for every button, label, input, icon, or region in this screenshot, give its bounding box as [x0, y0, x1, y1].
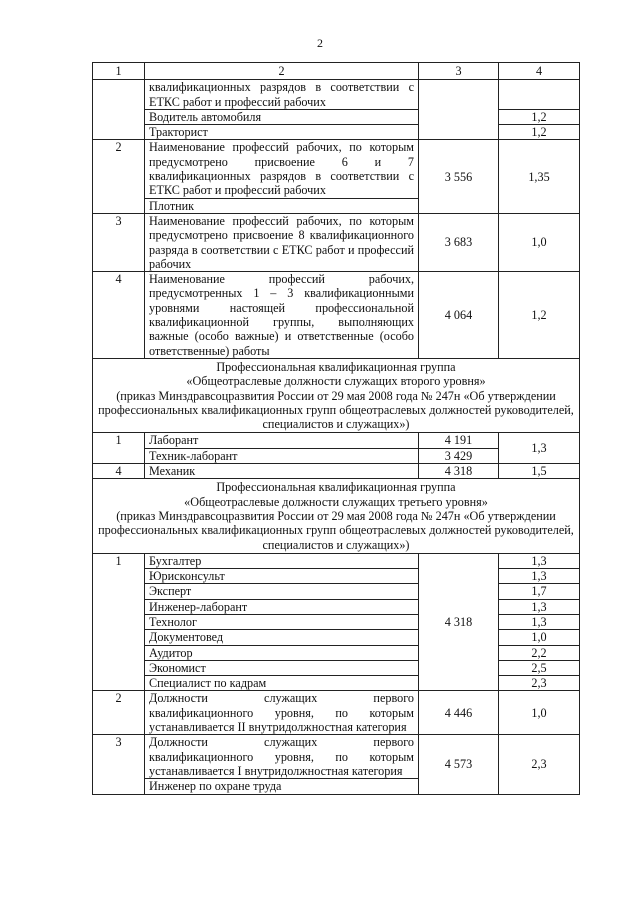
- table-row: [93, 660, 580, 675]
- page-number: 2: [317, 36, 323, 50]
- position-name: Экономист: [145, 660, 419, 675]
- header-cell-2: 2: [145, 63, 419, 80]
- position-name: Тракторист: [145, 125, 419, 140]
- group-heading: [93, 479, 580, 553]
- coef-cell: 1,35: [499, 140, 580, 213]
- salary-cell: 4 318: [419, 553, 499, 691]
- level-description: Должности служащих первого квалификационного уровня, по которым устанавливается II внутридолжностная категория: [145, 691, 419, 735]
- coef-cell: [499, 80, 580, 110]
- table-row: [93, 569, 580, 584]
- coef-cell: 1,0: [499, 630, 580, 645]
- coef-cell: 1,2: [499, 125, 580, 140]
- level-number-cell: 2: [93, 691, 145, 735]
- table-row: [93, 125, 580, 140]
- coef-cell: 1,3: [499, 614, 580, 629]
- table-row: [93, 140, 580, 198]
- position-name: Механик: [145, 464, 419, 479]
- position-name: Бухгалтер: [145, 553, 419, 568]
- position-name: Лаборант: [145, 433, 419, 448]
- position-name: Эксперт: [145, 584, 419, 599]
- table-row: [93, 630, 580, 645]
- coef-cell: 1,3: [499, 569, 580, 584]
- position-name: Водитель автомобиля: [145, 109, 419, 124]
- coef-cell: 1,3: [499, 433, 580, 464]
- salary-cell: 4 573: [419, 735, 499, 794]
- table-row: [93, 614, 580, 629]
- position-name: Юрисконсульт: [145, 569, 419, 584]
- position-name: Инженер-лаборант: [145, 599, 419, 614]
- table-row: [93, 676, 580, 691]
- level-number-cell: 4: [93, 272, 145, 359]
- level-number-cell: 4: [93, 464, 145, 479]
- coef-cell: 1,5: [499, 464, 580, 479]
- coef-cell: 1,3: [499, 553, 580, 568]
- coef-cell: 1,2: [499, 109, 580, 124]
- salary-cell: 4 318: [419, 464, 499, 479]
- coef-cell: 2,2: [499, 645, 580, 660]
- header-cell-3: 3: [419, 63, 499, 80]
- table-row: [93, 272, 580, 359]
- position-name: Техник-лаборант: [145, 448, 419, 463]
- table-row: [93, 691, 580, 735]
- salary-cell: 4 191: [419, 433, 499, 448]
- position-name: Аудитор: [145, 645, 419, 660]
- table-row: [93, 213, 580, 271]
- level-number-cell: 3: [93, 735, 145, 794]
- position-name: Специалист по кадрам: [145, 676, 419, 691]
- coef-cell: 1,0: [499, 213, 580, 271]
- table-row: [93, 584, 580, 599]
- group-subtitle: «Общеотраслевые должности служащих второго уровня»: [186, 374, 486, 389]
- table-row: [93, 735, 580, 779]
- group-title: Профессиональная квалификационная группа: [216, 480, 456, 495]
- table-row: [93, 464, 580, 479]
- salary-table: [92, 62, 580, 795]
- salary-cell: 3 683: [419, 213, 499, 271]
- group-subtitle: «Общеотраслевые должности служащих третьего уровня»: [184, 494, 488, 509]
- group-title: Профессиональная квалификационная группа: [216, 359, 456, 374]
- level-number-cell: [93, 80, 145, 140]
- group-heading: [93, 358, 580, 432]
- table-row: [93, 109, 580, 124]
- salary-cell: 4 064: [419, 272, 499, 359]
- level-description: Наименование профессий рабочих, по которым предусмотрено присвоение 8 квалификационного разряда в соответствии с ЕТКС работ и профессий рабочих: [145, 213, 419, 271]
- coef-cell: 1,7: [499, 584, 580, 599]
- position-name: Технолог: [145, 614, 419, 629]
- coef-cell: 1,3: [499, 599, 580, 614]
- table-row: [93, 645, 580, 660]
- salary-cell: [419, 80, 499, 140]
- header-cell-1: 1: [93, 63, 145, 80]
- header-cell-4: 4: [499, 63, 580, 80]
- coef-cell: 1,0: [499, 691, 580, 735]
- position-name: Документовед: [145, 630, 419, 645]
- position-name: Плотник: [145, 198, 419, 213]
- coef-cell: 2,5: [499, 660, 580, 675]
- group-order: (приказ Минздравсоцразвития России от 29 мая 2008 года № 247н «Об утверждении профессиональных квалификационных групп общеотраслевых должностей руководителей, специалистов и служащих»): [98, 388, 574, 432]
- coef-cell: 1,2: [499, 272, 580, 359]
- coef-cell: 2,3: [499, 676, 580, 691]
- level-number-cell: 2: [93, 140, 145, 213]
- level-number-cell: 1: [93, 553, 145, 691]
- level-number-cell: 3: [93, 213, 145, 271]
- table-row: [93, 553, 580, 568]
- group-heading-row: [93, 479, 580, 553]
- group-heading-row: [93, 358, 580, 432]
- table-row: [93, 599, 580, 614]
- position-name: Инженер по охране труда: [145, 779, 419, 794]
- level-description: Наименование профессий рабочих, предусмотренных 1 – 3 квалификационными уровнями настоящей профессиональной квалификационной группы, выполняющих важные (особо важные) и ответственные (особо ответственные) работы: [145, 272, 419, 359]
- salary-cell: 3 429: [419, 448, 499, 463]
- level-description: Наименование профессий рабочих, по которым предусмотрено присвоение 6 и 7 квалификационных разрядов в соответствии с ЕТКС работ и профессий рабочих: [145, 140, 419, 198]
- salary-cell: 3 556: [419, 140, 499, 213]
- salary-cell: 4 446: [419, 691, 499, 735]
- level-number-cell: 1: [93, 433, 145, 464]
- table-row: [93, 80, 580, 110]
- level-description: Должности служащих первого квалификационного уровня, по которым устанавливается I внутридолжностная категория: [145, 735, 419, 779]
- level-description: квалификационных разрядов в соответствии с ЕТКС работ и профессий рабочих: [145, 80, 419, 110]
- table-header-row: [93, 63, 580, 80]
- group-order: (приказ Минздравсоцразвития России от 29 мая 2008 года № 247н «Об утверждении профессиональных квалификационных групп общеотраслевых должностей руководителей, специалистов и служащих»): [98, 508, 574, 552]
- table-row: [93, 433, 580, 448]
- coef-cell: 2,3: [499, 735, 580, 794]
